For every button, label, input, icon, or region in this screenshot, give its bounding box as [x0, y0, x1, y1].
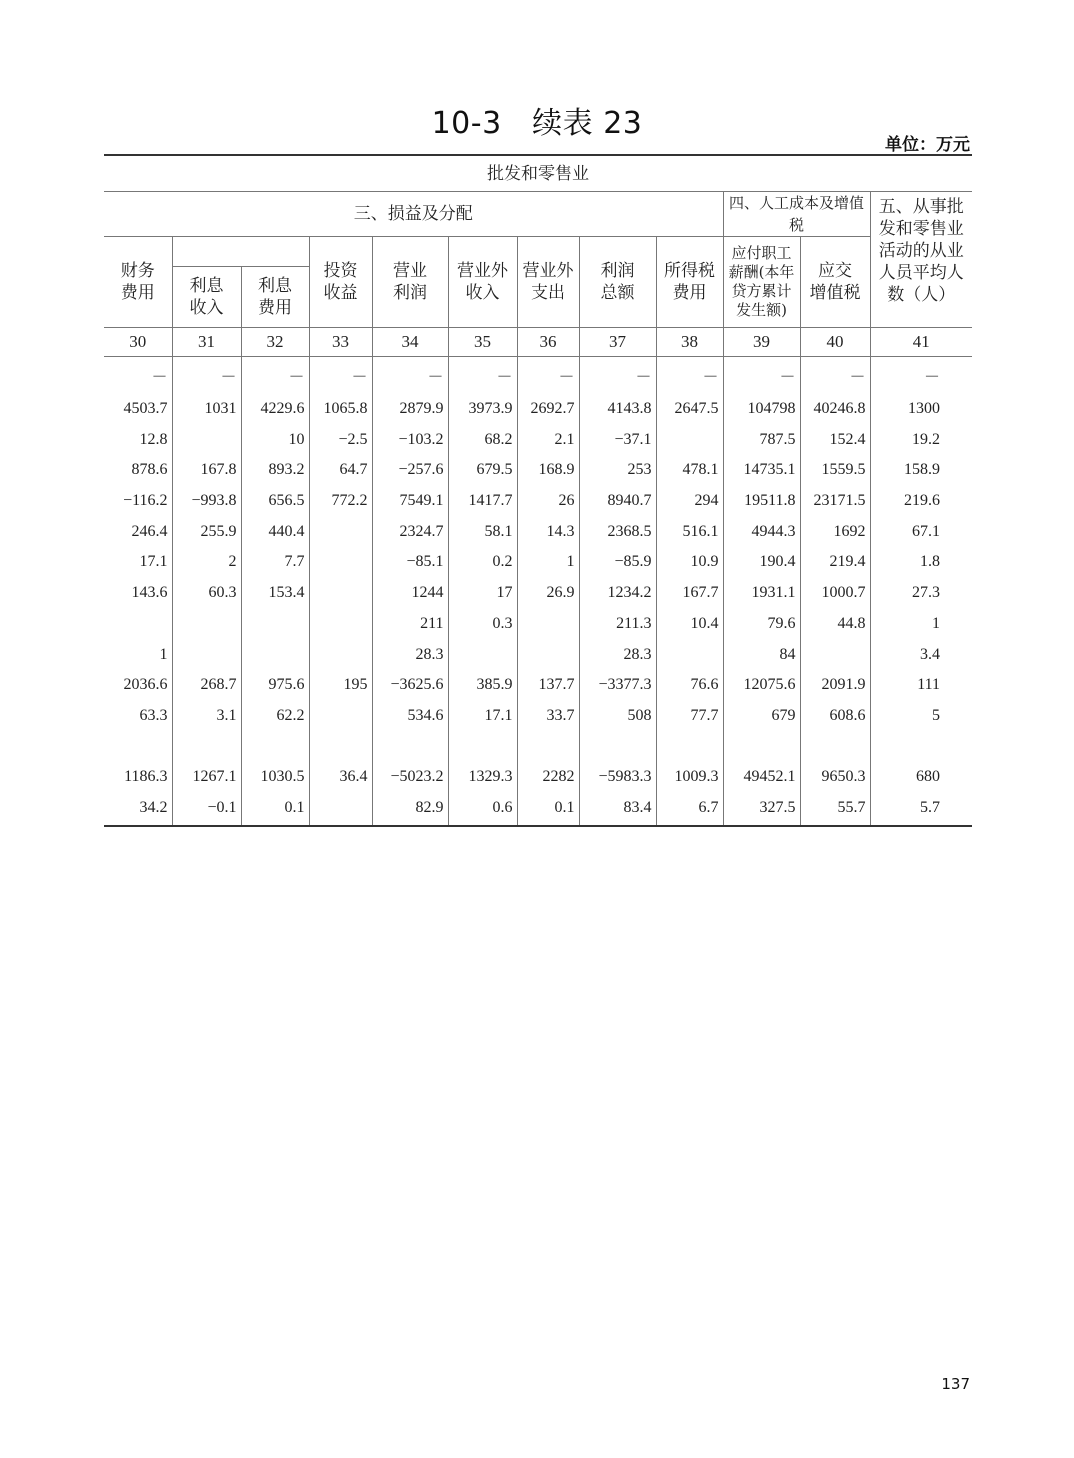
table-cell: −5983.3: [579, 762, 656, 793]
table-cell: −37.1: [579, 424, 656, 455]
table-cell: −257.6: [372, 455, 448, 486]
table-cell: 167.7: [656, 578, 723, 609]
column-number-cell: 32: [241, 328, 309, 357]
table-cell: 2.1: [517, 424, 579, 455]
table-cell: 211: [372, 609, 448, 640]
table-cell: 2: [172, 547, 241, 578]
table-cell: [448, 639, 517, 670]
table-cell: −85.9: [579, 547, 656, 578]
table-cell: 1234.2: [579, 578, 656, 609]
column-number-cell: 38: [656, 328, 723, 357]
table-cell: −116.2: [104, 486, 172, 517]
table-cell: 679.5: [448, 455, 517, 486]
table-cell: 679: [723, 701, 800, 732]
table-cell: 3973.9: [448, 394, 517, 425]
table-cell: 516.1: [656, 516, 723, 547]
table-cell: 27.3: [870, 578, 972, 609]
table-cell: [172, 639, 241, 670]
col-header-37: 利润 总额: [579, 237, 656, 328]
table-row: [104, 793, 972, 827]
table-cell: 55.7: [800, 793, 870, 827]
table-cell: －: [723, 357, 800, 394]
col-header-39: 应付职工 薪酬(本年 贷方累计 发生额): [723, 237, 800, 328]
table-cell: [723, 731, 800, 762]
col-header-32: 利息 费用: [241, 267, 309, 328]
table-cell: [309, 547, 372, 578]
col-header-31-32-group: [172, 237, 309, 267]
table-cell: 787.5: [723, 424, 800, 455]
col-header-33: 投资 收益: [309, 237, 372, 328]
column-number-cell: 41: [870, 328, 972, 357]
table-cell: 0.6: [448, 793, 517, 827]
table-cell: 4944.3: [723, 516, 800, 547]
column-number-cell: 30: [104, 328, 172, 357]
table-cell: [172, 731, 241, 762]
table-cell: 1186.3: [104, 762, 172, 793]
table-cell: 2692.7: [517, 394, 579, 425]
table-cell: －: [309, 357, 372, 394]
table-cell: [172, 609, 241, 640]
table-cell: 168.9: [517, 455, 579, 486]
table-cell: 0.2: [448, 547, 517, 578]
table-cell: [241, 639, 309, 670]
table-cell: 3.1: [172, 701, 241, 732]
table-cell: 62.2: [241, 701, 309, 732]
table-cell: 60.3: [172, 578, 241, 609]
table-cell: 77.7: [656, 701, 723, 732]
table-cell: 1692: [800, 516, 870, 547]
table-cell: 68.2: [448, 424, 517, 455]
table-cell: 5: [870, 701, 972, 732]
table-cell: 33.7: [517, 701, 579, 732]
table-cell: 1267.1: [172, 762, 241, 793]
table-cell: 1244: [372, 578, 448, 609]
table-cell: 19.2: [870, 424, 972, 455]
page-number: 137: [941, 1375, 970, 1393]
table-cell: −0.1: [172, 793, 241, 827]
table-row: [104, 424, 972, 455]
table-cell: 79.6: [723, 609, 800, 640]
table-cell: 2368.5: [579, 516, 656, 547]
table-cell: 255.9: [172, 516, 241, 547]
table-cell: 608.6: [800, 701, 870, 732]
table-cell: 2647.5: [656, 394, 723, 425]
table-cell: －: [372, 357, 448, 394]
table-cell: 34.2: [104, 793, 172, 827]
table-cell: 440.4: [241, 516, 309, 547]
table-cell: 49452.1: [723, 762, 800, 793]
table-cell: 4143.8: [579, 394, 656, 425]
table-cell: 1.8: [870, 547, 972, 578]
table-cell: −2.5: [309, 424, 372, 455]
table-cell: 82.9: [372, 793, 448, 827]
col-header-34: 营业 利润: [372, 237, 448, 328]
col-header-38: 所得税 费用: [656, 237, 723, 328]
table-cell: 28.3: [579, 639, 656, 670]
table-cell: 3.4: [870, 639, 972, 670]
table-cell: [800, 731, 870, 762]
table-cell: [579, 731, 656, 762]
table-cell: 153.4: [241, 578, 309, 609]
table-row: [104, 670, 972, 701]
table-cell: 10: [241, 424, 309, 455]
column-number-cell: 40: [800, 328, 870, 357]
table-cell: −85.1: [372, 547, 448, 578]
col-header-30: 财务 费用: [104, 237, 172, 328]
table-cell: 4229.6: [241, 394, 309, 425]
col-header-31: 利息 收入: [172, 267, 241, 328]
table-cell: －: [800, 357, 870, 394]
table-cell: [800, 639, 870, 670]
table-cell: 40246.8: [800, 394, 870, 425]
table-cell: 385.9: [448, 670, 517, 701]
table-row: [104, 639, 972, 670]
table-row: [104, 609, 972, 640]
table-cell: [517, 609, 579, 640]
table-cell: 36.4: [309, 762, 372, 793]
table-body: [104, 357, 972, 827]
table-row: [104, 486, 972, 517]
table-cell: 14.3: [517, 516, 579, 547]
table-cell: 0.1: [517, 793, 579, 827]
table-cell: －: [579, 357, 656, 394]
table-cell: 1329.3: [448, 762, 517, 793]
statistics-table: [104, 154, 972, 827]
table-cell: 878.6: [104, 455, 172, 486]
table-cell: 83.4: [579, 793, 656, 827]
section-header-3: 三、损益及分配: [104, 192, 723, 237]
table-cell: －: [517, 357, 579, 394]
table-cell: [309, 516, 372, 547]
table-cell: 76.6: [656, 670, 723, 701]
table-cell: 4503.7: [104, 394, 172, 425]
table-cell: 12.8: [104, 424, 172, 455]
table-cell: 58.1: [448, 516, 517, 547]
table-cell: 2036.6: [104, 670, 172, 701]
table-cell: 893.2: [241, 455, 309, 486]
table-row: [104, 547, 972, 578]
table-cell: 167.8: [172, 455, 241, 486]
table-cell: 17: [448, 578, 517, 609]
table-cell: －: [104, 357, 172, 394]
table-cell: 253: [579, 455, 656, 486]
table-cell: 84: [723, 639, 800, 670]
column-number-cell: 33: [309, 328, 372, 357]
page-title: 10-3 续表 23: [431, 106, 643, 141]
table-cell: 478.1: [656, 455, 723, 486]
table-cell: 152.4: [800, 424, 870, 455]
table-cell: 26.9: [517, 578, 579, 609]
table-cell: [517, 639, 579, 670]
table-cell: −5023.2: [372, 762, 448, 793]
table-cell: 0.3: [448, 609, 517, 640]
table-cell: 0.1: [241, 793, 309, 827]
table-cell: 211.3: [579, 609, 656, 640]
table-cell: −993.8: [172, 486, 241, 517]
table-cell: 9650.3: [800, 762, 870, 793]
table-cell: [172, 424, 241, 455]
table-cell: 10.4: [656, 609, 723, 640]
col-header-35: 营业外 收入: [448, 237, 517, 328]
table-cell: －: [656, 357, 723, 394]
table-cell: 1: [517, 547, 579, 578]
table-row: [104, 516, 972, 547]
table-cell: 246.4: [104, 516, 172, 547]
table-cell: [104, 731, 172, 762]
table-cell: 268.7: [172, 670, 241, 701]
table-cell: 158.9: [870, 455, 972, 486]
table-cell: [870, 731, 972, 762]
table-cell: 1: [870, 609, 972, 640]
table-cell: [517, 731, 579, 762]
table-cell: [656, 424, 723, 455]
column-number-row: [104, 328, 972, 357]
table-cell: [309, 793, 372, 827]
table-cell: 1417.7: [448, 486, 517, 517]
column-number-cell: 36: [517, 328, 579, 357]
table-cell: 104798: [723, 394, 800, 425]
table-cell: 219.6: [870, 486, 972, 517]
table-cell: 1931.1: [723, 578, 800, 609]
table-cell: 508: [579, 701, 656, 732]
table-cell: 219.4: [800, 547, 870, 578]
column-number-cell: 34: [372, 328, 448, 357]
table-cell: 1031: [172, 394, 241, 425]
col-header-36: 营业外 支出: [517, 237, 579, 328]
table-cell: [241, 731, 309, 762]
table-cell: －: [241, 357, 309, 394]
table-cell: 190.4: [723, 547, 800, 578]
table-cell: 195: [309, 670, 372, 701]
unit-label: 单位：万元: [885, 135, 970, 155]
table-cell: 1300: [870, 394, 972, 425]
column-number-cell: 31: [172, 328, 241, 357]
table-cell: 12075.6: [723, 670, 800, 701]
table-row: [104, 731, 972, 762]
section-header-4: 四、人工成本及增值税: [723, 192, 870, 237]
table-cell: [104, 609, 172, 640]
table-cell: 17.1: [104, 547, 172, 578]
table-cell: 5.7: [870, 793, 972, 827]
table-cell: 2282: [517, 762, 579, 793]
table-cell: −3625.6: [372, 670, 448, 701]
table-cell: 1000.7: [800, 578, 870, 609]
table-cell: 111: [870, 670, 972, 701]
table-cell: 294: [656, 486, 723, 517]
table-cell: 1065.8: [309, 394, 372, 425]
table-cell: [309, 639, 372, 670]
table-cell: 656.5: [241, 486, 309, 517]
table-cell: 2879.9: [372, 394, 448, 425]
col-header-40: 应交 增值税: [800, 237, 870, 328]
table-cell: 975.6: [241, 670, 309, 701]
table-cell: 680: [870, 762, 972, 793]
table-cell: −103.2: [372, 424, 448, 455]
table-cell: 7.7: [241, 547, 309, 578]
table-cell: [656, 639, 723, 670]
table-cell: 14735.1: [723, 455, 800, 486]
column-number-cell: 39: [723, 328, 800, 357]
table-cell: 534.6: [372, 701, 448, 732]
table-row: [104, 578, 972, 609]
table-cell: 10.9: [656, 547, 723, 578]
table-cell: 23171.5: [800, 486, 870, 517]
table-cell: 1: [104, 639, 172, 670]
table-cell: [448, 731, 517, 762]
table-cell: 28.3: [372, 639, 448, 670]
table-cell: [309, 609, 372, 640]
table-cell: 17.1: [448, 701, 517, 732]
table-cell: 2091.9: [800, 670, 870, 701]
table-cell: －: [448, 357, 517, 394]
table-cell: －: [870, 357, 972, 394]
table-row: [104, 701, 972, 732]
table-cell: －: [172, 357, 241, 394]
table-cell: 8940.7: [579, 486, 656, 517]
table-cell: 26: [517, 486, 579, 517]
table-cell: [309, 701, 372, 732]
table-row: [104, 394, 972, 425]
group-header: 批发和零售业: [104, 155, 972, 192]
table-cell: [372, 731, 448, 762]
table-cell: [241, 609, 309, 640]
table-cell: 6.7: [656, 793, 723, 827]
table-cell: 63.3: [104, 701, 172, 732]
table-cell: 1559.5: [800, 455, 870, 486]
table-cell: 67.1: [870, 516, 972, 547]
table-cell: [309, 731, 372, 762]
table-cell: 19511.8: [723, 486, 800, 517]
table-cell: 137.7: [517, 670, 579, 701]
table-row: [104, 455, 972, 486]
table-cell: 1009.3: [656, 762, 723, 793]
table-cell: 64.7: [309, 455, 372, 486]
table-cell: −3377.3: [579, 670, 656, 701]
table-cell: 772.2: [309, 486, 372, 517]
table-cell: 143.6: [104, 578, 172, 609]
table-cell: [656, 731, 723, 762]
column-number-cell: 37: [579, 328, 656, 357]
table-row: [104, 357, 972, 394]
table-cell: 44.8: [800, 609, 870, 640]
table-cell: 327.5: [723, 793, 800, 827]
table-cell: 1030.5: [241, 762, 309, 793]
table-cell: 7549.1: [372, 486, 448, 517]
column-number-cell: 35: [448, 328, 517, 357]
section-header-5: 五、从事批发和零售业活动的从业人员平均人数（人）: [870, 192, 972, 328]
table-row: [104, 762, 972, 793]
table-cell: 2324.7: [372, 516, 448, 547]
table-cell: [309, 578, 372, 609]
